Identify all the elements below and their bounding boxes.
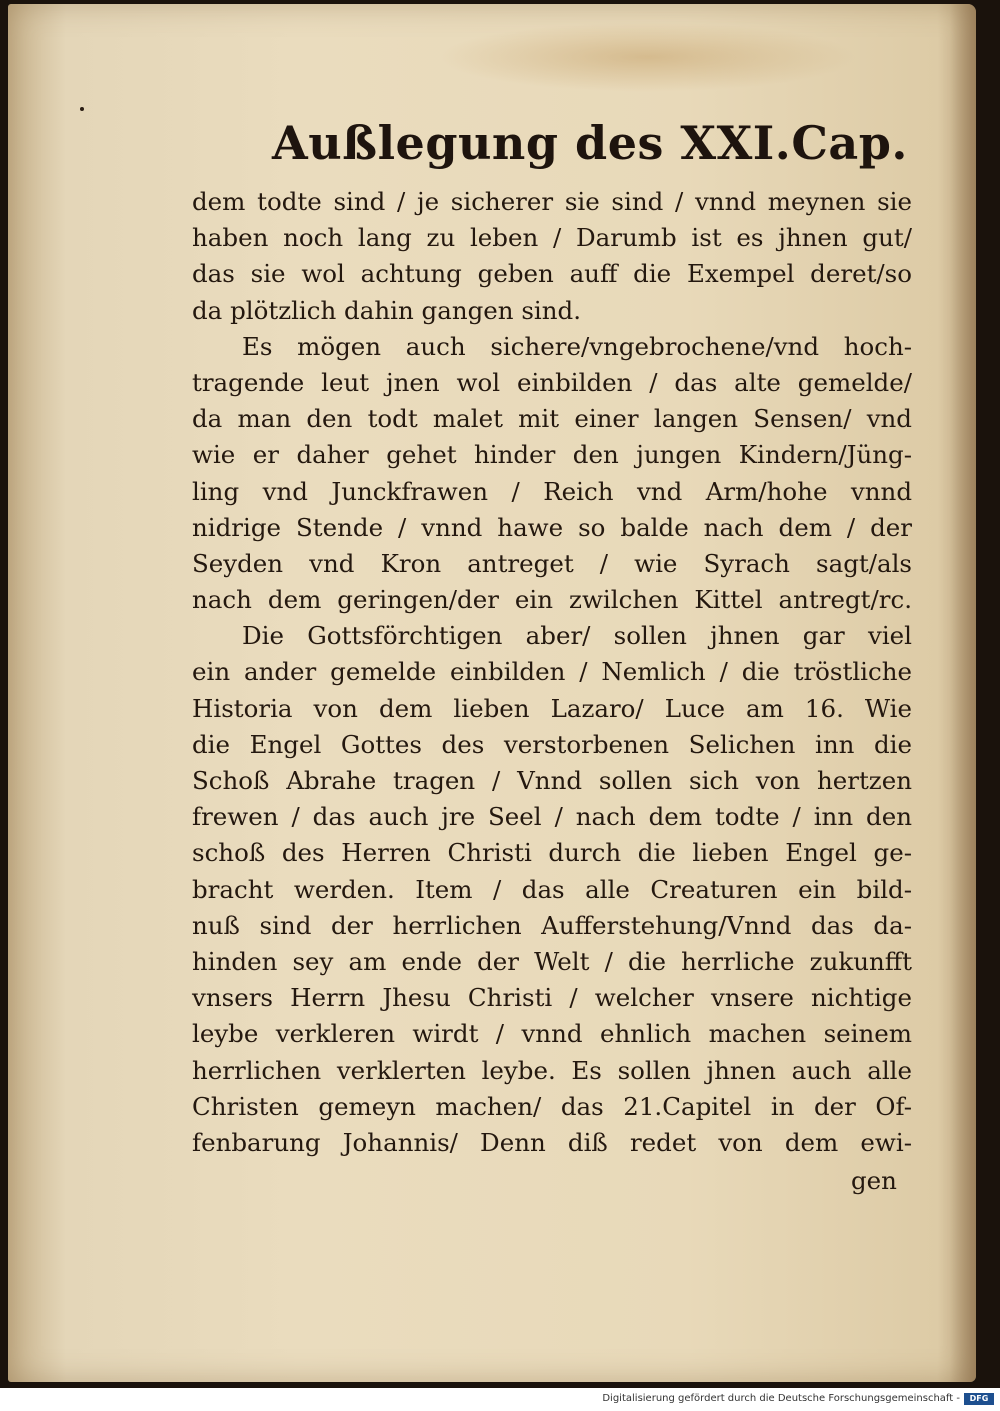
running-head: Außlegung des XXI.Cap. — [272, 116, 908, 170]
catchword: gen — [851, 1166, 897, 1195]
text-line: fenbarung Johannis/ Denn diß redet von dem ewi- — [192, 1127, 912, 1157]
text-line: dem todte sind / je sicherer sie sind / vnnd meynen sie — [192, 187, 912, 216]
text-line: da plötzlich dahin gangen sind. — [192, 295, 582, 325]
text-line: das sie wol achtung geben auff die Exempel deret/so — [192, 259, 912, 289]
dfg-logo: DFG — [964, 1393, 994, 1405]
text-line: leybe verkleren wirdt / vnnd ehnlich machen seinem — [192, 1019, 912, 1049]
text-line: nidrige Stende / vnnd hawe so balde nach dem / der — [192, 512, 912, 542]
paper-stain — [438, 22, 858, 92]
text-line: ein ander gemelde einbilden / Nemlich / die tröstliche — [192, 657, 912, 687]
text-line: nach dem geringen/der ein zwilchen Kittel antregt/rc. — [192, 585, 912, 615]
text-line: ling vnd Junckfrawen / Reich vnd Arm/hohe vnnd — [192, 476, 912, 506]
text-line: da man den todt malet mit einer langen Sensen/ vnd — [192, 404, 912, 434]
text-line: Seyden vnd Kron antreget / wie Syrach sagt/als — [192, 548, 912, 578]
text-line: wie er daher gehet hinder den jungen Kindern/Jüng- — [192, 440, 912, 470]
text-line: tragende leut jnen wol einbilden / das alte gemelde/ — [192, 367, 912, 397]
text-line: herrlichen verklerten leybe. Es sollen jhnen auch alle — [192, 1055, 912, 1085]
text-line: nuß sind der herrlichen Aufferstehung/Vnnd das da- — [192, 910, 912, 940]
page-edge-shadow — [950, 4, 976, 1382]
text-line: Schoß Abrahe tragen / Vnnd sollen sich von hertzen — [192, 766, 912, 795]
text-line: hinden sey am ende der Welt / die herrliche zukunfft — [192, 946, 912, 976]
ink-speck — [80, 107, 84, 111]
text-line: haben noch lang zu leben / Darumb ist es jhnen gut/ — [192, 223, 912, 253]
footer-credit: Digitalisierung gefördert durch die Deutsche Forschungsgemeinschaft - — [602, 1393, 960, 1404]
text-line: die Engel Gottes des verstorbenen Selichen inn die — [192, 729, 912, 759]
text-line: vnsers Herrn Jhesu Christi / welcher vnsere nichtige — [192, 983, 912, 1013]
text-line: bracht werden. Item / das alle Creaturen ein bild- — [192, 874, 912, 904]
text-line: Die Gottsförchtigen aber/ sollen jhnen gar viel — [242, 621, 912, 651]
text-line: Es mögen auch sichere/vngebrochene/vnd hoch- — [242, 331, 912, 361]
digitization-footer — [0, 1388, 1000, 1411]
text-line: schoß des Herren Christi durch die lieben Engel ge- — [192, 838, 912, 868]
text-line: Christen gemeyn machen/ das 21.Capitel in der Of- — [192, 1091, 912, 1121]
text-line: frewen / das auch jre Seel / nach dem todte / inn den — [192, 802, 912, 832]
text-line: Historia von dem lieben Lazaro/ Luce am 16. Wie — [192, 693, 912, 723]
body-text — [192, 184, 912, 1161]
